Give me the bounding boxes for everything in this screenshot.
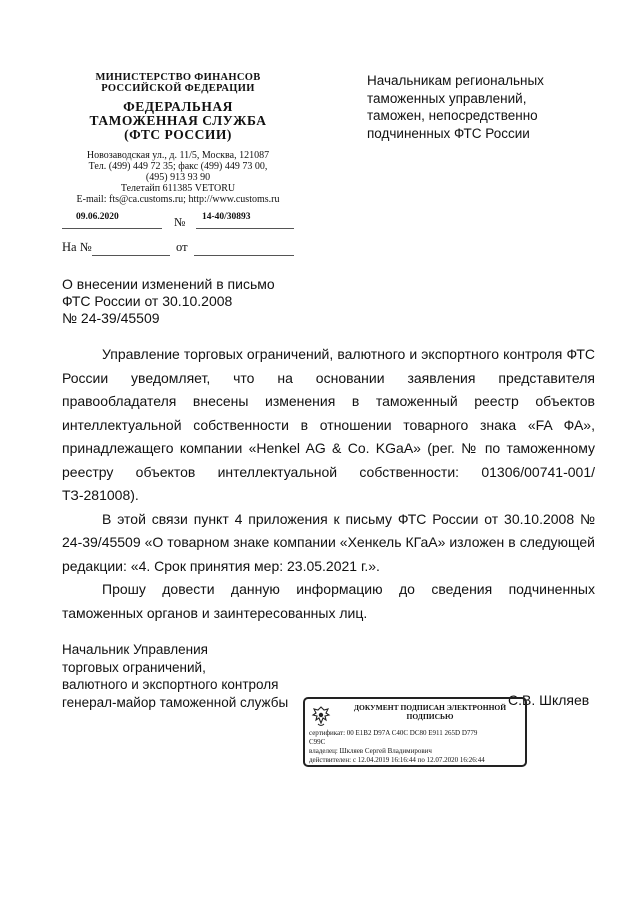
eagle-emblem-icon	[310, 704, 332, 728]
signatory-title	[62, 641, 302, 711]
reference-date-label: от	[176, 240, 188, 254]
signatory-line-4: генерал-майор таможенной службы	[62, 694, 289, 710]
stamp-header-line-2: ПОДПИСЬЮ	[406, 711, 454, 721]
stamp-validity: действителен: с 12.04.2019 16:16:44 по 12.07.2020 16:26:44	[309, 756, 485, 764]
stamp-owner: владелец: Шкляев Сергей Владимирович	[309, 747, 432, 755]
reference-number-label: На №	[62, 240, 92, 254]
addressee-line-3: таможен, непосредственно	[367, 108, 538, 123]
signatory-line-2: торговых ограничений,	[62, 659, 206, 675]
subject-line-3: № 24-39/45509	[62, 310, 160, 326]
agency-address	[62, 150, 294, 205]
address-line-4: Телетайп 611385 VETORU	[120, 183, 236, 194]
registration-number: 14-40/30893	[202, 212, 251, 222]
signatory-line-1: Начальник Управления	[62, 642, 208, 657]
address-line-1: Новозаводская ул., д. 11/5, Москва, 121087	[86, 150, 270, 161]
ministry-name	[62, 72, 294, 94]
stamp-details	[309, 729, 525, 765]
subject-line-2: ФТС России от 30.10.2008	[62, 293, 233, 309]
agency-line-2: ТАМОЖЕННАЯ СЛУЖБА	[89, 113, 267, 128]
address-line-2: Тел. (499) 449 72 35; факс (499) 449 73 00,	[88, 161, 268, 172]
ministry-line-1: МИНИСТЕРСТВО ФИНАНСОВ	[95, 72, 261, 83]
agency-line-3: (ФТС РОССИИ)	[124, 127, 232, 142]
agency-line-1: ФЕДЕРАЛЬНАЯ	[123, 99, 233, 114]
number-sign: №	[174, 215, 186, 229]
addressee-line-4: подчиненных ФТС России	[367, 125, 530, 141]
registration-row	[62, 210, 294, 230]
addressee-line-2: таможенных управлений,	[367, 90, 527, 106]
subject-line-1: О внесении изменений в письмо	[62, 276, 275, 292]
stamp-certificate-cont: C99C	[309, 738, 326, 746]
reference-number-blank	[92, 255, 170, 256]
reference-row	[62, 240, 294, 260]
signatory-line-3: валютного и экспортного контроля	[62, 677, 279, 692]
letter-body	[62, 343, 595, 625]
letter-date: 09.06.2020	[76, 212, 119, 222]
address-line-3: (495) 913 93 90	[145, 172, 211, 183]
stamp-certificate: сертификат: 00 E1B2 D97A C40C DC80 E911 265D D779	[309, 729, 478, 737]
agency-name	[62, 100, 294, 142]
reference-date-blank	[194, 255, 294, 256]
addressee-line-1: Начальникам региональных	[367, 73, 544, 88]
letter-subject	[62, 276, 322, 327]
number-underline	[196, 228, 294, 229]
ministry-line-2: РОССИЙСКОЙ ФЕДЕРАЦИИ	[101, 83, 255, 94]
body-paragraph-2: В этой связи пункт 4 приложения к письму ФТС России от 30.10.2008 № 24-39/45509 «О товарном знаке компании «Хенкель КГаА» изложен в следующей редакции: «4. Срок принятия мер: 23.05.2021 г.».	[62, 510, 595, 574]
body-paragraph-1: Управление торговых ограничений, валютного и экспортного контроля ФТС России уведомляет, что на основании заявления представителя правообладателя внесены изменения в таможенный реестр объектов интеллектуальной собственности в отношении товарного знака «FA ФА», принадлежащего компании «Henkel AG & Co. KGaA» (рег. № по таможенному реестру объектов интеллектуальной собственности: 01306/00741-001/ТЗ-281008).	[62, 346, 595, 503]
address-line-5: E-mail: fts@ca.customs.ru; http://www.customs.ru	[76, 194, 280, 205]
electronic-signature-stamp	[303, 697, 527, 767]
date-underline	[62, 228, 162, 229]
signatory-name: С.В. Шкляев	[508, 692, 590, 708]
stamp-header	[335, 704, 525, 721]
stamp-header-line-1: ДОКУМЕНТ ПОДПИСАН ЭЛЕКТРОННОЙ	[353, 703, 507, 712]
letterhead	[62, 72, 294, 205]
addressee	[367, 72, 597, 142]
body-paragraph-3: Прошу довести данную информацию до сведения подчиненных таможенных органов и заинтересованных лиц.	[62, 581, 595, 621]
